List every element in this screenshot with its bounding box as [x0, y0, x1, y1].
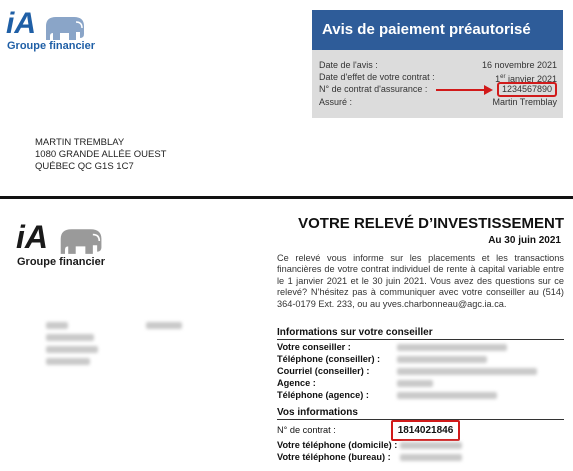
- info-field-work-phone: Votre téléphone (bureau) :: [277, 452, 391, 462]
- redacted-value: [397, 392, 497, 399]
- contract-label: N° de contrat :: [277, 425, 336, 435]
- advisor-field-email: Courriel (conseiller) :: [277, 366, 370, 376]
- redacted-value: [397, 368, 537, 375]
- redacted-value: [397, 356, 487, 363]
- investment-contract-number: 1814021846: [391, 420, 460, 441]
- redacted-address: [146, 322, 182, 329]
- address-line: 1080 GRANDE ALLÉE OUEST: [35, 149, 167, 160]
- document-divider: [0, 196, 573, 199]
- arrow-icon: [434, 84, 494, 96]
- redacted-value: [400, 442, 462, 449]
- notice-value: 1er janvier 2021: [495, 74, 557, 84]
- address-line: QUÉBEC QC G1S 1C7: [35, 161, 134, 172]
- redacted-address: [46, 346, 98, 353]
- notice-label: Date de l'avis :: [319, 60, 378, 70]
- info-section-heading: Vos informations: [277, 406, 564, 420]
- redacted-value: [397, 380, 433, 387]
- advisor-field-agency: Agence :: [277, 378, 316, 388]
- notice-label: N° de contrat d'assurance :: [319, 84, 428, 94]
- redacted-value: [397, 344, 507, 351]
- logo-subtitle: Groupe financier: [7, 40, 96, 52]
- statement-title: VOTRE RELEVÉ D’INVESTISSEMENT: [298, 215, 564, 232]
- insurance-contract-number: 1234567890: [497, 82, 557, 97]
- logo-ia-mark: iA: [6, 7, 36, 40]
- bottom-logo: [16, 220, 112, 270]
- top-logo: [6, 7, 96, 54]
- logo-ia-mark: iA: [16, 219, 48, 255]
- address-line: MARTIN TREMBLAY: [35, 137, 125, 148]
- advisor-section-heading: Informations sur votre conseiller: [277, 326, 564, 340]
- elephant-logo-icon: [40, 14, 88, 42]
- info-field-home-phone: Votre téléphone (domicile) :: [277, 440, 398, 450]
- notice-row-date: [319, 60, 557, 71]
- logo-subtitle: Groupe financier: [17, 256, 106, 268]
- statement-date: Au 30 juin 2021: [488, 235, 561, 246]
- advisor-field-agency-phone: Téléphone (agence) :: [277, 390, 369, 400]
- redacted-value: [400, 454, 462, 461]
- mailing-address: [35, 137, 166, 173]
- redacted-address: [46, 322, 68, 329]
- notice-value: Martin Tremblay: [492, 97, 557, 107]
- redacted-address: [46, 358, 90, 365]
- elephant-logo-icon: [54, 226, 106, 256]
- advisor-field-phone: Téléphone (conseiller) :: [277, 354, 381, 364]
- notice-title: Avis de paiement préautorisé: [312, 10, 563, 50]
- notice-row-insured: [319, 97, 557, 108]
- notice-label: Date d'effet de votre contrat :: [319, 72, 435, 82]
- notice-value: 16 novembre 2021: [481, 60, 557, 70]
- advisor-field-name: Votre conseiller :: [277, 342, 351, 352]
- notice-label: Assuré :: [319, 97, 353, 107]
- redacted-address: [46, 334, 94, 341]
- payment-notice-box: [312, 10, 563, 118]
- statement-intro: Ce relevé vous informe sur les placements et les transactions financières de votre contrat individuel de rente à capital variable entre le 1 janvier 2021 et le 30 juin 2021. Vous avez des questions sur ce relevé? N’hésitez pas à communiquer avec votre conseiller au (514) 364-0179 Ext. 233, ou au yves.charbonneau@agc.ia.ca.: [277, 253, 564, 309]
